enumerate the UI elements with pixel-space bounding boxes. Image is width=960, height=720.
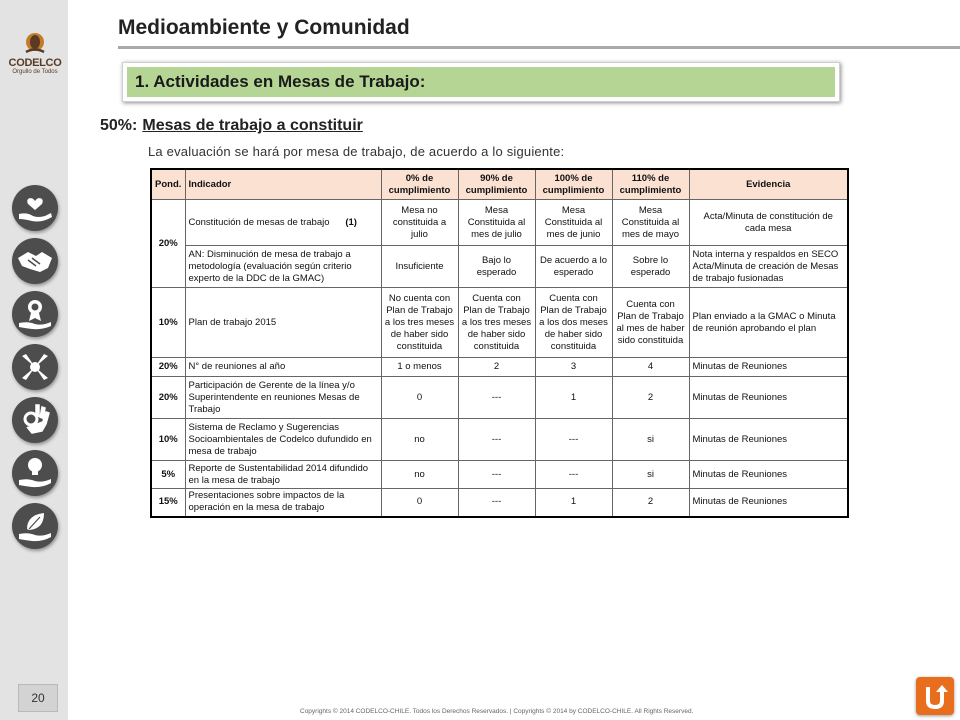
subheading bbox=[100, 117, 363, 135]
table-header-cell: 100% de cumplimiento bbox=[535, 169, 612, 200]
indicador-cell: AN: Disminución de mesa de trabajo a metodología (evaluación según criterio experto de la DDC de la GMAC) bbox=[185, 246, 381, 288]
table-header-row bbox=[151, 169, 848, 200]
cell-100pct: --- bbox=[535, 419, 612, 461]
award-medal-icon[interactable] bbox=[12, 291, 58, 337]
section-header bbox=[122, 62, 840, 102]
ok-hand-icon[interactable] bbox=[12, 397, 58, 443]
cell-110pct: 2 bbox=[612, 377, 689, 419]
footer-copyright: Copyrights © 2014 CODELCO-CHILE. Todos los Derechos Reservados. | Copyrights © 2014 by CODELCO-CHILE. All Rights Reserved. bbox=[300, 708, 694, 715]
evidencia-cell: Plan enviado a la GMAC o Minuta de reunión aprobando el plan bbox=[689, 288, 848, 358]
cell-100pct: 3 bbox=[535, 358, 612, 377]
table-row bbox=[151, 200, 848, 246]
evidencia-cell: Minutas de Reuniones bbox=[689, 461, 848, 489]
cell-110pct: Cuenta con Plan de Trabajo al mes de haber sido constituida bbox=[612, 288, 689, 358]
indicador-cell: N° de reuniones al año bbox=[185, 358, 381, 377]
handshake-icon[interactable] bbox=[12, 238, 58, 284]
cell-90pct: --- bbox=[458, 419, 535, 461]
table-row bbox=[151, 246, 848, 288]
section-header-fill bbox=[127, 67, 835, 97]
cell-90pct: Bajo lo esperado bbox=[458, 246, 535, 288]
leaf-hand-icon[interactable] bbox=[12, 503, 58, 549]
pond-cell: 10% bbox=[151, 288, 185, 358]
pond-cell: 20% bbox=[151, 200, 185, 288]
cell-110pct: si bbox=[612, 419, 689, 461]
cell-90pct: --- bbox=[458, 489, 535, 517]
table-row bbox=[151, 489, 848, 517]
evidencia-cell: Acta/Minuta de constitución de cada mesa bbox=[689, 200, 848, 246]
codelco-logo bbox=[4, 32, 66, 76]
title-divider bbox=[118, 46, 960, 49]
cell-100pct: Mesa Constituida al mes de junio bbox=[535, 200, 612, 246]
pond-cell: 20% bbox=[151, 358, 185, 377]
table-header-cell: Evidencia bbox=[689, 169, 848, 200]
pond-cell: 10% bbox=[151, 419, 185, 461]
evidencia-cell: Nota interna y respaldos en SECO Acta/Minuta de creación de Mesas de trabajo fusionadas bbox=[689, 246, 848, 288]
indicador-cell: Presentaciones sobre impactos de la operación en la mesa de trabajo bbox=[185, 489, 381, 517]
page-title: Medioambiente y Comunidad bbox=[118, 16, 410, 39]
cell-0pct: 0 bbox=[381, 489, 458, 517]
table-header-cell: 110% de cumplimiento bbox=[612, 169, 689, 200]
table-row bbox=[151, 377, 848, 419]
description: La evaluación se hará por mesa de trabajo, de acuerdo a lo siguiente: bbox=[148, 144, 565, 159]
cell-110pct: Sobre lo esperado bbox=[612, 246, 689, 288]
cell-110pct: Mesa Constituida al mes de mayo bbox=[612, 200, 689, 246]
cell-110pct: 4 bbox=[612, 358, 689, 377]
evaluation-table bbox=[150, 168, 849, 518]
table-row bbox=[151, 288, 848, 358]
cell-90pct: --- bbox=[458, 461, 535, 489]
evidencia-cell: Minutas de Reuniones bbox=[689, 489, 848, 517]
cell-100pct: 1 bbox=[535, 377, 612, 419]
cell-100pct: Cuenta con Plan de Trabajo a los dos meses de haber sido constituida bbox=[535, 288, 612, 358]
cell-90pct: Cuenta con Plan de Trabajo a los tres meses de haber sido constituida bbox=[458, 288, 535, 358]
evidencia-cell: Minutas de Reuniones bbox=[689, 358, 848, 377]
cell-0pct: Mesa no constituida a julio bbox=[381, 200, 458, 246]
cell-0pct: no bbox=[381, 419, 458, 461]
cell-110pct: si bbox=[612, 461, 689, 489]
evidencia-cell: Minutas de Reuniones bbox=[689, 377, 848, 419]
table-row bbox=[151, 419, 848, 461]
indicador-cell: Sistema de Reclamo y Sugerencias Socioambientales de Codelco dufundido en mesa de trabajo bbox=[185, 419, 381, 461]
indicador-cell bbox=[185, 200, 381, 246]
indicador-cell: Reporte de Sustentabilidad 2014 difundido en la mesa de trabajo bbox=[185, 461, 381, 489]
pond-cell: 20% bbox=[151, 377, 185, 419]
cell-110pct: 2 bbox=[612, 489, 689, 517]
subheading-percent: 50%: bbox=[100, 117, 138, 134]
pond-cell: 15% bbox=[151, 489, 185, 517]
table-row bbox=[151, 358, 848, 377]
sidebar bbox=[0, 0, 68, 720]
cell-0pct: Insuficiente bbox=[381, 246, 458, 288]
cell-90pct: --- bbox=[458, 377, 535, 419]
heart-hand-icon[interactable] bbox=[12, 185, 58, 231]
hands-circle-icon[interactable] bbox=[12, 344, 58, 390]
page-number: 20 bbox=[18, 684, 58, 712]
section-label: 1. Actividades en Mesas de Trabajo: bbox=[135, 72, 426, 91]
table-header-cell: 0% de cumplimiento bbox=[381, 169, 458, 200]
cell-0pct: No cuenta con Plan de Trabajo a los tres meses de haber sido constituida bbox=[381, 288, 458, 358]
return-arrow-icon bbox=[916, 677, 954, 715]
table-header-cell: 90% de cumplimiento bbox=[458, 169, 535, 200]
cell-0pct: no bbox=[381, 461, 458, 489]
evidencia-cell: Minutas de Reuniones bbox=[689, 419, 848, 461]
subheading-text: Mesas de trabajo a constituir bbox=[142, 117, 363, 134]
cell-100pct: 1 bbox=[535, 489, 612, 517]
cell-0pct: 0 bbox=[381, 377, 458, 419]
cell-0pct: 1 o menos bbox=[381, 358, 458, 377]
codelco-logo-mark-icon bbox=[24, 32, 46, 56]
indicador-note: (1) bbox=[345, 216, 357, 228]
table-header-cell: Pond. bbox=[151, 169, 185, 200]
cell-90pct: Mesa Constituida al mes de julio bbox=[458, 200, 535, 246]
indicador-cell: Participación de Gerente de la línea y/o Superintendente en reuniones Mesas de Trabajo bbox=[185, 377, 381, 419]
cell-90pct: 2 bbox=[458, 358, 535, 377]
table-header-cell: Indicador bbox=[185, 169, 381, 200]
logo-tagline: Orgullo de Todos bbox=[12, 69, 58, 75]
cell-100pct: --- bbox=[535, 461, 612, 489]
pond-cell: 5% bbox=[151, 461, 185, 489]
logo-name: CODELCO bbox=[8, 57, 62, 69]
indicador-text: Constitución de mesas de trabajo bbox=[188, 216, 330, 228]
return-button[interactable] bbox=[916, 677, 954, 715]
table-row bbox=[151, 461, 848, 489]
cell-100pct: De acuerdo a lo esperado bbox=[535, 246, 612, 288]
lightbulb-hand-icon[interactable] bbox=[12, 450, 58, 496]
indicador-cell: Plan de trabajo 2015 bbox=[185, 288, 381, 358]
